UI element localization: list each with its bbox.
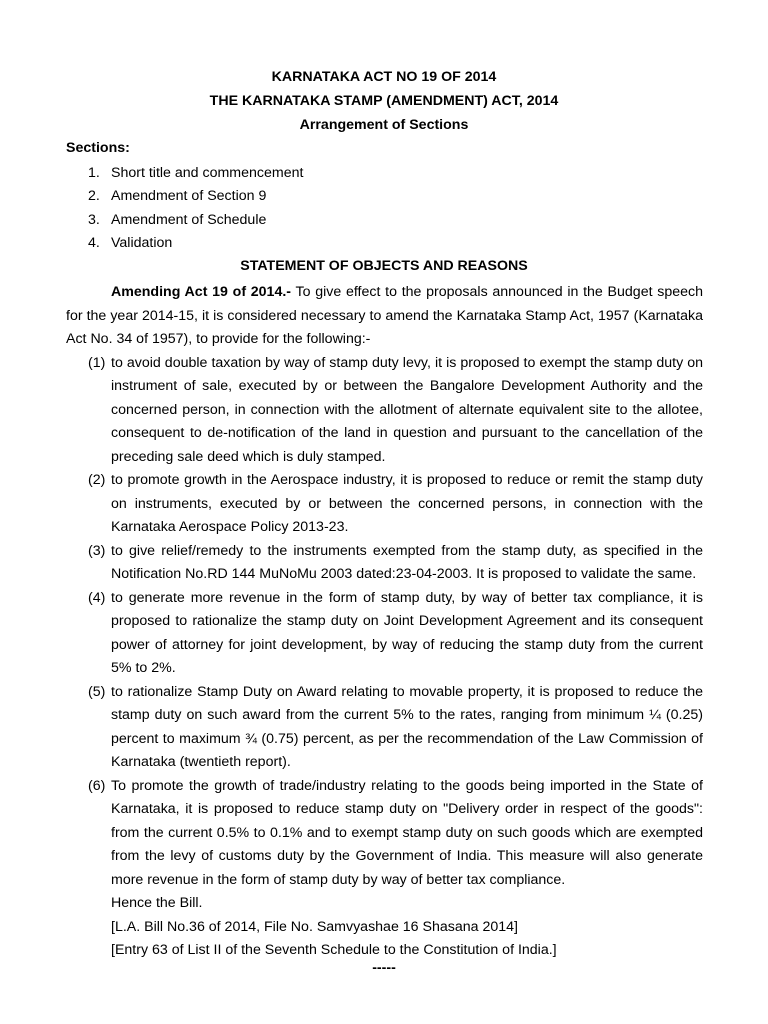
object-item	[66, 352, 703, 470]
object-item	[66, 681, 703, 775]
act-name: THE KARNATAKA STAMP (AMENDMENT) ACT, 2014	[209, 93, 559, 109]
section-text: Amendment of Section 9	[111, 188, 267, 205]
section-text: Amendment of Schedule	[111, 211, 267, 228]
intro-paragraph	[66, 281, 703, 352]
closing-line: Hence the Bill.	[111, 895, 203, 911]
section-number: 1.	[88, 165, 100, 181]
section-item	[88, 234, 303, 257]
object-item	[66, 540, 703, 587]
sections-list	[88, 164, 303, 258]
section-number: 3.	[88, 211, 100, 228]
item-text: to give relief/remedy to the instruments exempted from the stamp duty, as specified in the Notification No.RD 144 MuNoMu 2003 dated:23-04-2003. It is proposed to validate the same.	[111, 542, 703, 582]
objects-list	[66, 352, 703, 893]
section-text: Validation	[111, 235, 173, 252]
section-number: 2.	[88, 188, 100, 205]
item-text: To promote the growth of trade/industry relating to the goods being imported in the State of Karnataka, it is proposed to reduce stamp duty on "Delivery order in respect of the goods": from the current 0.5% to 0.1% and to exempt stamp duty on such goods which are exempted from the levy of customs duty by the Government of India. This measure will also generate more revenue in the form of stamp duty by way of better tax compliance.	[111, 777, 703, 888]
item-text: to avoid double taxation by way of stamp duty levy, it is proposed to exempt the stamp duty on instrument of sale, executed by or between the Bangalore Development Authority and the concerned person, in connection with the allotment of alternate equivalent site to the allotee, consequent to de-notification of the land in question and pursuant to the cancellation of the preceding sale deed which is duly stamped.	[111, 354, 703, 465]
statement-body	[66, 281, 703, 963]
item-number: (5)	[88, 683, 106, 700]
item-number: (2)	[88, 472, 106, 488]
end-mark: -----	[372, 960, 396, 976]
sections-heading: Sections:	[66, 140, 130, 156]
act-title: KARNATAKA ACT NO 19 OF 2014	[271, 69, 497, 85]
intro-bold: Amending Act 19 of 2014.-	[111, 284, 292, 300]
section-item	[88, 187, 303, 210]
intro-text: To give effect to the proposals announced in the Budget speech for the year 2014-15, it is considered necessary to amend the Karnataka Stamp Act, 1957 (Karnataka Act No. 34 of 1957), to provide for the following:-	[66, 284, 704, 347]
statement-heading: STATEMENT OF OBJECTS AND REASONS	[240, 258, 528, 274]
item-number: (3)	[88, 542, 106, 559]
item-number: (1)	[88, 354, 106, 371]
object-item	[66, 587, 703, 681]
section-number: 4.	[88, 235, 100, 252]
bill-reference: [L.A. Bill No.36 of 2014, File No. Samvyashae 16 Shasana 2014]	[111, 918, 518, 935]
entry-reference: [Entry 63 of List II of the Seventh Schedule to the Constitution of India.]	[111, 942, 557, 958]
section-text: Short title and commencement	[111, 165, 304, 181]
item-number: (4)	[88, 589, 106, 606]
item-text: to rationalize Stamp Duty on Award relating to movable property, it is proposed to reduce the stamp duty on such award from the current 5% to the rates, ranging from minimum ¼ (0.25) percent to maximum ¾ (0.75) percent, as per the recommendation of the Law Commission of Karnataka (twentieth report).	[111, 683, 703, 770]
item-text: to generate more revenue in the form of stamp duty, by way of better tax compliance, it is proposed to rationalize the stamp duty on Joint Development Agreement and its consequent power of attorney for joint development, by way of reducing the stamp duty from the current 5% to 2%.	[111, 589, 703, 676]
object-item	[66, 469, 703, 540]
object-item	[66, 775, 703, 893]
section-item	[88, 164, 303, 187]
item-text: to promote growth in the Aerospace industry, it is proposed to reduce or remit the stamp duty on instruments, executed by or between the concerned persons, in connection with the Karnataka Aerospace Policy 2013-23.	[111, 472, 703, 535]
section-item	[88, 211, 303, 234]
arrangement-heading: Arrangement of Sections	[299, 117, 469, 133]
item-number: (6)	[88, 777, 106, 794]
